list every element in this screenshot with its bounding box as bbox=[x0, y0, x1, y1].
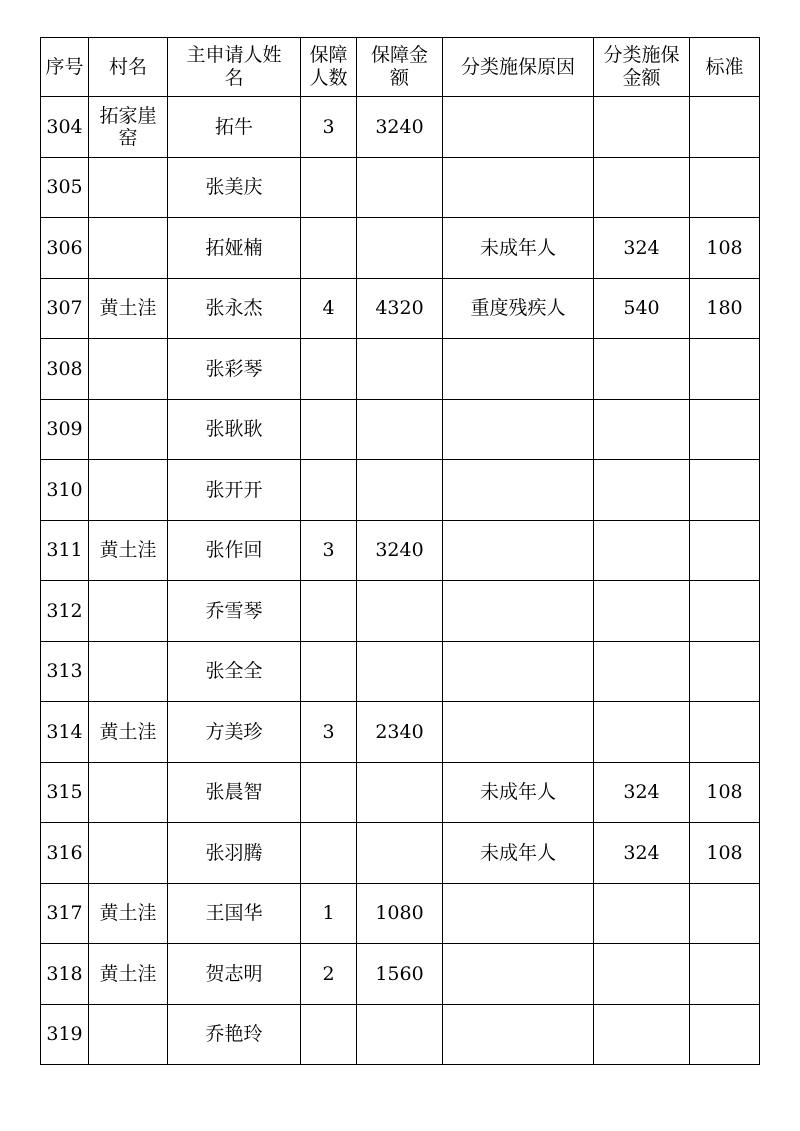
cell-class-amount: 324 bbox=[594, 762, 690, 823]
cell-standard: 108 bbox=[690, 823, 760, 884]
cell-count: 3 bbox=[301, 702, 357, 763]
cell-standard bbox=[690, 520, 760, 581]
cell-reason bbox=[443, 581, 594, 642]
cell-class-amount bbox=[594, 1004, 690, 1065]
header-standard: 标准 bbox=[690, 38, 760, 97]
cell-amount bbox=[357, 762, 443, 823]
cell-class-amount bbox=[594, 702, 690, 763]
cell-seq: 311 bbox=[41, 520, 89, 581]
cell-seq: 306 bbox=[41, 218, 89, 279]
cell-amount bbox=[357, 218, 443, 279]
cell-class-amount bbox=[594, 460, 690, 521]
cell-applicant: 贺志明 bbox=[168, 944, 301, 1005]
cell-class-amount: 324 bbox=[594, 823, 690, 884]
cell-class-amount bbox=[594, 157, 690, 218]
cell-applicant: 张全全 bbox=[168, 641, 301, 702]
cell-standard bbox=[690, 702, 760, 763]
table-row bbox=[41, 641, 760, 702]
cell-standard: 108 bbox=[690, 762, 760, 823]
cell-count: 1 bbox=[301, 883, 357, 944]
cell-count bbox=[301, 823, 357, 884]
cell-village bbox=[89, 762, 168, 823]
cell-applicant: 张耿耿 bbox=[168, 399, 301, 460]
cell-village bbox=[89, 399, 168, 460]
cell-applicant: 方美珍 bbox=[168, 702, 301, 763]
table-row bbox=[41, 762, 760, 823]
cell-class-amount: 540 bbox=[594, 278, 690, 339]
cell-seq: 310 bbox=[41, 460, 89, 521]
cell-applicant: 拓娅楠 bbox=[168, 218, 301, 279]
cell-seq: 312 bbox=[41, 581, 89, 642]
header-village: 村名 bbox=[89, 38, 168, 97]
cell-seq: 316 bbox=[41, 823, 89, 884]
cell-applicant: 乔雪琴 bbox=[168, 581, 301, 642]
cell-seq: 308 bbox=[41, 339, 89, 400]
cell-village bbox=[89, 823, 168, 884]
table-row bbox=[41, 460, 760, 521]
cell-applicant: 张美庆 bbox=[168, 157, 301, 218]
cell-class-amount: 324 bbox=[594, 218, 690, 279]
table-row bbox=[41, 883, 760, 944]
cell-class-amount bbox=[594, 641, 690, 702]
cell-class-amount bbox=[594, 944, 690, 1005]
cell-amount bbox=[357, 1004, 443, 1065]
header-count: 保障人数 bbox=[301, 38, 357, 97]
cell-amount bbox=[357, 399, 443, 460]
table-row bbox=[41, 157, 760, 218]
cell-class-amount bbox=[594, 883, 690, 944]
cell-count bbox=[301, 641, 357, 702]
table-body bbox=[41, 97, 760, 1065]
cell-class-amount bbox=[594, 520, 690, 581]
table-header bbox=[41, 38, 760, 97]
cell-reason bbox=[443, 702, 594, 763]
table-row bbox=[41, 581, 760, 642]
cell-reason: 重度残疾人 bbox=[443, 278, 594, 339]
table-row bbox=[41, 278, 760, 339]
cell-reason bbox=[443, 97, 594, 158]
cell-count: 3 bbox=[301, 520, 357, 581]
cell-amount: 1080 bbox=[357, 883, 443, 944]
cell-count bbox=[301, 339, 357, 400]
cell-count bbox=[301, 581, 357, 642]
cell-applicant: 张永杰 bbox=[168, 278, 301, 339]
cell-amount: 3240 bbox=[357, 520, 443, 581]
cell-amount: 1560 bbox=[357, 944, 443, 1005]
cell-amount bbox=[357, 157, 443, 218]
cell-amount: 3240 bbox=[357, 97, 443, 158]
cell-amount bbox=[357, 460, 443, 521]
header-row bbox=[41, 38, 760, 97]
cell-applicant: 张羽腾 bbox=[168, 823, 301, 884]
cell-village bbox=[89, 460, 168, 521]
cell-seq: 313 bbox=[41, 641, 89, 702]
cell-applicant: 张作回 bbox=[168, 520, 301, 581]
table-row bbox=[41, 218, 760, 279]
cell-village bbox=[89, 339, 168, 400]
cell-amount bbox=[357, 339, 443, 400]
table-row bbox=[41, 520, 760, 581]
cell-seq: 317 bbox=[41, 883, 89, 944]
cell-reason bbox=[443, 460, 594, 521]
cell-village: 黄土洼 bbox=[89, 944, 168, 1005]
cell-reason: 未成年人 bbox=[443, 823, 594, 884]
cell-count: 3 bbox=[301, 97, 357, 158]
table-row bbox=[41, 702, 760, 763]
cell-standard bbox=[690, 883, 760, 944]
cell-amount bbox=[357, 823, 443, 884]
cell-village bbox=[89, 218, 168, 279]
cell-standard bbox=[690, 1004, 760, 1065]
cell-seq: 315 bbox=[41, 762, 89, 823]
cell-seq: 319 bbox=[41, 1004, 89, 1065]
cell-village: 黄土洼 bbox=[89, 702, 168, 763]
cell-reason bbox=[443, 641, 594, 702]
cell-applicant: 乔艳玲 bbox=[168, 1004, 301, 1065]
cell-village: 黄土洼 bbox=[89, 520, 168, 581]
cell-standard bbox=[690, 944, 760, 1005]
cell-class-amount bbox=[594, 581, 690, 642]
cell-count: 2 bbox=[301, 944, 357, 1005]
table-row bbox=[41, 399, 760, 460]
allowance-table bbox=[40, 37, 760, 1065]
cell-standard bbox=[690, 641, 760, 702]
table-row bbox=[41, 944, 760, 1005]
cell-reason bbox=[443, 1004, 594, 1065]
cell-count bbox=[301, 399, 357, 460]
cell-reason bbox=[443, 520, 594, 581]
cell-count bbox=[301, 218, 357, 279]
cell-count bbox=[301, 762, 357, 823]
table-row bbox=[41, 823, 760, 884]
cell-reason bbox=[443, 883, 594, 944]
cell-amount bbox=[357, 581, 443, 642]
cell-class-amount bbox=[594, 339, 690, 400]
cell-seq: 304 bbox=[41, 97, 89, 158]
cell-count bbox=[301, 157, 357, 218]
cell-applicant: 拓牛 bbox=[168, 97, 301, 158]
cell-village bbox=[89, 641, 168, 702]
cell-standard bbox=[690, 339, 760, 400]
cell-reason bbox=[443, 339, 594, 400]
cell-village: 黄土洼 bbox=[89, 883, 168, 944]
cell-standard bbox=[690, 581, 760, 642]
cell-village bbox=[89, 581, 168, 642]
cell-seq: 305 bbox=[41, 157, 89, 218]
header-seq: 序号 bbox=[41, 38, 89, 97]
cell-village bbox=[89, 157, 168, 218]
header-amount: 保障金额 bbox=[357, 38, 443, 97]
cell-reason: 未成年人 bbox=[443, 218, 594, 279]
cell-village: 拓家崖窑 bbox=[89, 97, 168, 158]
cell-reason: 未成年人 bbox=[443, 762, 594, 823]
cell-amount: 2340 bbox=[357, 702, 443, 763]
cell-standard: 180 bbox=[690, 278, 760, 339]
header-reason: 分类施保原因 bbox=[443, 38, 594, 97]
table-row bbox=[41, 97, 760, 158]
cell-amount bbox=[357, 641, 443, 702]
cell-standard bbox=[690, 157, 760, 218]
cell-seq: 307 bbox=[41, 278, 89, 339]
header-class-amount: 分类施保金额 bbox=[594, 38, 690, 97]
cell-class-amount bbox=[594, 399, 690, 460]
cell-applicant: 张晨智 bbox=[168, 762, 301, 823]
cell-applicant: 王国华 bbox=[168, 883, 301, 944]
cell-seq: 318 bbox=[41, 944, 89, 1005]
table-row bbox=[41, 339, 760, 400]
cell-seq: 309 bbox=[41, 399, 89, 460]
cell-reason bbox=[443, 399, 594, 460]
table-row bbox=[41, 1004, 760, 1065]
cell-reason bbox=[443, 157, 594, 218]
cell-reason bbox=[443, 944, 594, 1005]
cell-village: 黄土洼 bbox=[89, 278, 168, 339]
cell-village bbox=[89, 1004, 168, 1065]
cell-applicant: 张彩琴 bbox=[168, 339, 301, 400]
header-applicant: 主申请人姓名 bbox=[168, 38, 301, 97]
cell-applicant: 张开开 bbox=[168, 460, 301, 521]
cell-standard bbox=[690, 399, 760, 460]
cell-standard bbox=[690, 460, 760, 521]
cell-standard bbox=[690, 97, 760, 158]
cell-standard: 108 bbox=[690, 218, 760, 279]
cell-count bbox=[301, 1004, 357, 1065]
cell-count: 4 bbox=[301, 278, 357, 339]
cell-seq: 314 bbox=[41, 702, 89, 763]
cell-class-amount bbox=[594, 97, 690, 158]
cell-amount: 4320 bbox=[357, 278, 443, 339]
cell-count bbox=[301, 460, 357, 521]
